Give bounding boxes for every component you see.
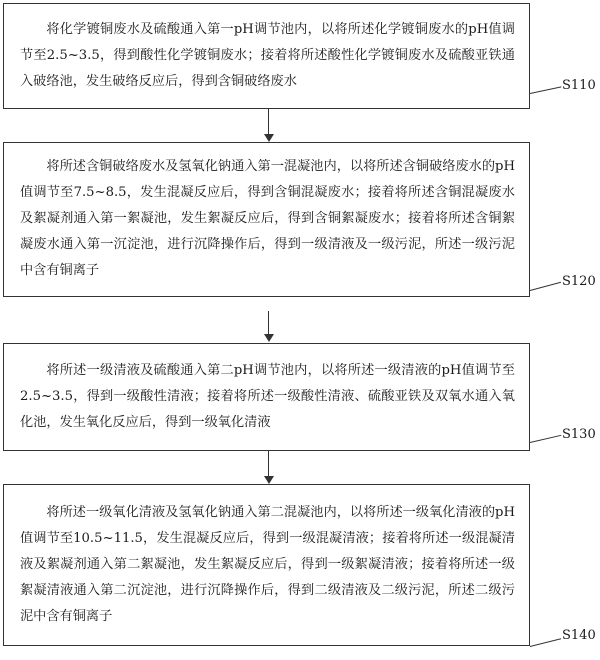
leader-line-s130 (530, 435, 561, 443)
step-box-s130 (3, 343, 530, 451)
leader-line-s110 (530, 86, 562, 94)
flow-arrow-3 (264, 451, 274, 484)
step-label-s110: S110 (562, 78, 596, 93)
step-box-s110 (3, 3, 530, 109)
step-box-s140 (3, 484, 530, 646)
step-label-s120: S120 (562, 274, 596, 289)
step-text-s110: 将化学镀铜废水及硫酸通入第一pH调节池内，以将所述化学镀铜废水的pH值调节至2.5~3.5，得到酸性化学镀铜废水；接着将所述酸性化学镀铜废水及硫酸亚铁通入破络池，发生破络反应后，得到含铜破络废水 (20, 22, 515, 89)
step-text-s130: 将所述一级清液及硫酸通入第二pH调节池内，以将所述一级清液的pH值调节至2.5~3.5，得到一级酸性清液；接着将所述一级酸性清液、硫酸亚铁及双氧水通入氧化池，发生氧化反应后，得到一级氧化清液 (20, 363, 515, 430)
flow-arrow-1 (264, 109, 274, 142)
step-box-s120 (3, 142, 530, 297)
step-label-s140: S140 (562, 628, 596, 643)
step-text-s140: 将所述一级氧化清液及氢氧化钠通入第二混凝池内，以将所述一级氧化清液的pH值调节至10.5~11.5，发生混凝反应后，得到一级混凝清液；接着将所述一级混凝清液及絮凝剂通入第二絮凝池，发生絮凝反应后，得到一级絮凝清液；接着将所述一级絮凝清液通入第二沉淀池，进行沉降操作后，得到二级清液及二级污泥，所述二级污泥中含有铜离子 (20, 505, 515, 624)
step-label-s130: S130 (562, 427, 596, 442)
leader-line-s120 (530, 282, 561, 291)
step-text-s120: 将所述含铜破络废水及氢氧化钠通入第一混凝池内，以将所述含铜破络废水的pH值调节至7.5~8.5，发生混凝反应后，得到含铜混凝废水；接着将所述含铜混凝废水及絮凝剂通入第一絮凝池，发生絮凝反应后，得到含铜絮凝废水；接着将所述含铜絮凝废水通入第一沉淀池，进行沉降操作后，得到一级清液及一级污泥，所述一级污泥中含有铜离子 (20, 159, 515, 278)
flow-arrow-2 (264, 311, 274, 343)
leader-line-s140 (530, 638, 561, 647)
